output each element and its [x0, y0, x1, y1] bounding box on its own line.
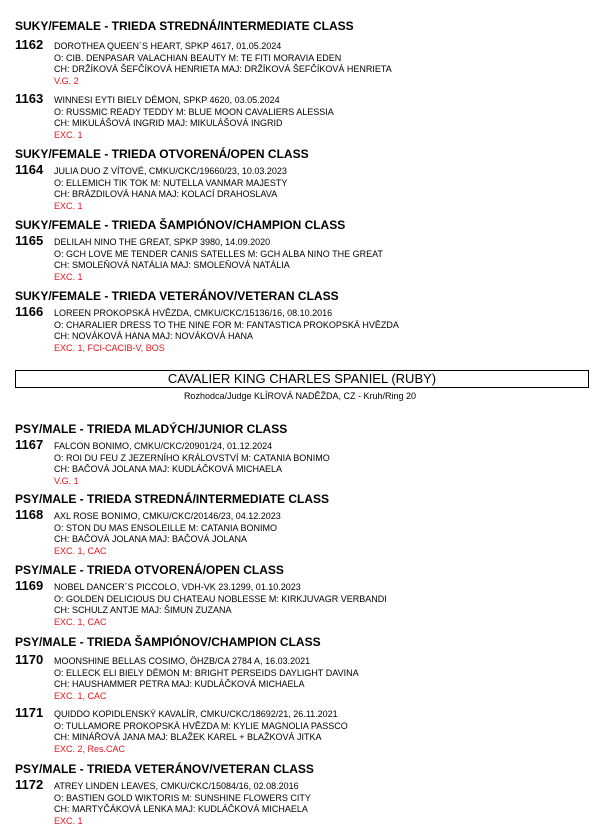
breeder-owner-line: CH: HAUSHAMMER PETRA MAJ: KUDLÁČKOVÁ MICHAELA	[54, 679, 305, 689]
breeder-owner-line: CH: SCHULZ ANTJE MAJ: ŠIMUN ZUZANA	[54, 605, 232, 615]
breeder-owner-line: CH: SMOLEŇOVÁ NATÁLIA MAJ: SMOLEŇOVÁ NATÁLIA	[54, 260, 290, 270]
class-heading: SUKY/FEMALE - TRIEDA OTVORENÁ/OPEN CLASS	[15, 147, 309, 161]
parents-line: O: ELLEMICH TIK TOK M: NUTELLA VANMAR MAJESTY	[54, 177, 288, 188]
breeder-owner-line: CH: MINÁŘOVÁ JANA MAJ: BLAŽEK KAREL + BLAŽKOVÁ JITKA	[54, 732, 322, 742]
parents-line: O: ELLECK ELI BIELY DÉMON M: BRIGHT PERSEIDS DAYLIGHT DAVINA	[54, 667, 359, 678]
catalog-number: 1170	[15, 652, 44, 667]
parents-line: O: CHARALIER DRESS TO THE NINE FOR M: FANTASTICA PROKOPSKÁ HVĚZDA	[54, 319, 399, 330]
award-line: V.G. 2	[54, 75, 79, 86]
award-line: EXC. 2, Res.CAC	[54, 743, 126, 754]
class-heading: PSY/MALE - TRIEDA OTVORENÁ/OPEN CLASS	[15, 563, 284, 577]
dog-name-line: QUIDDO KOPIDLENSKÝ KAVALÍR, CMKU/CKC/18692/21, 26.11.2021	[54, 709, 338, 719]
catalog-number: 1162	[15, 37, 44, 52]
award-line: EXC. 1	[54, 200, 83, 211]
breeder-owner-line: CH: BRÁZDILOVÁ HANA MAJ: KOLACÍ DRAHOSLAVA	[54, 189, 278, 199]
award-line: EXC. 1	[54, 129, 83, 140]
breeder-owner-line: CH: NOVÁKOVÁ HANA MAJ: NOVÁKOVÁ HANA	[54, 331, 254, 341]
catalog-number: 1169	[15, 578, 44, 593]
award-line: EXC. 1, CAC	[54, 545, 107, 556]
catalog-number: 1165	[15, 233, 44, 248]
parents-line: O: RUSSMIC READY TEDDY M: BLUE MOON CAVALIERS ALESSIA	[54, 106, 334, 117]
award-line: V.G. 1	[54, 475, 79, 486]
dog-name-line: FALCON BONIMO, CMKU/CKC/20901/24, 01.12.2024	[54, 441, 273, 451]
dog-name-line: MOONSHINE BELLAS COSIMO, ÖHZB/CA 2784 A, 16.03.2021	[54, 656, 311, 666]
award-line: EXC. 1	[54, 271, 83, 282]
parents-line: O: ROI DU FEU Z JEZERNÍHO KRÁLOVSTVÍ M: CATANIA BONIMO	[54, 452, 330, 463]
catalog-number: 1166	[15, 304, 44, 319]
judge-ring-line: Rozhodca/Judge KLÍROVÁ NADĚŽDA, CZ - Kruh/Ring 20	[183, 391, 417, 401]
breeder-owner-line: CH: BAČOVÁ JOLANA MAJ: KUDLÁČKOVÁ MICHAELA	[54, 464, 283, 474]
class-heading: SUKY/FEMALE - TRIEDA STREDNÁ/INTERMEDIATE CLASS	[15, 19, 354, 33]
dog-name-line: AXL ROSE BONIMO, CMKU/CKC/20146/23, 04.12.2023	[54, 511, 281, 521]
dog-name-line: DOROTHEA QUEEN´S HEART, SPKP 4617, 01.05.2024	[54, 41, 282, 51]
class-heading: SUKY/FEMALE - TRIEDA VETERÁNOV/VETERAN CLASS	[15, 289, 339, 303]
breeder-owner-line: CH: MIKULÁŠOVÁ INGRID MAJ: MIKULÁŠOVÁ INGRID	[54, 118, 283, 128]
catalog-number: 1164	[15, 162, 44, 177]
class-heading: PSY/MALE - TRIEDA ŠAMPIÓNOV/CHAMPION CLASS	[15, 635, 321, 649]
parents-line: O: GCH LOVE ME TENDER CANIS SATELLES M: GCH ALBA NINO THE GREAT	[54, 248, 383, 259]
class-heading: PSY/MALE - TRIEDA STREDNÁ/INTERMEDIATE CLASS	[15, 492, 330, 506]
parents-line: O: GOLDEN DELICIOUS DU CHATEAU NOBLESSE M: KIRKJUVAGR VERBANDI	[54, 593, 387, 604]
parents-line: O: CIB. DENPASAR VALACHIAN BEAUTY M: TE FITI MORAVIA EDEN	[54, 52, 342, 63]
award-line: EXC. 1, CAC	[54, 690, 107, 701]
breeder-owner-line: CH: BAČOVÁ JOLANA MAJ: BAČOVÁ JOLANA	[54, 534, 248, 544]
dog-name-line: JULIA DUO Z VÍTOVÉ, CMKU/CKC/19660/23, 10.03.2023	[54, 166, 287, 176]
breeder-owner-line: CH: MARTYČÁKOVÁ LENKA MAJ: KUDLÁČKOVÁ MICHAELA	[54, 804, 308, 814]
catalog-number: 1163	[15, 91, 44, 106]
catalog-number: 1167	[15, 437, 44, 452]
award-line: EXC. 1, CAC	[54, 616, 107, 627]
parents-line: O: STON DU MAS ENSOLEILLE M: CATANIA BONIMO	[54, 522, 278, 533]
class-heading: PSY/MALE - TRIEDA VETERÁNOV/VETERAN CLASS	[15, 762, 314, 776]
catalog-number: 1168	[15, 507, 44, 522]
dog-name-line: NOBEL DANCER´S PICCOLO, VDH-VK 23.1299, 01.10.2023	[54, 582, 301, 592]
catalog-number: 1171	[15, 705, 44, 720]
class-heading: PSY/MALE - TRIEDA MLADÝCH/JUNIOR CLASS	[15, 422, 288, 436]
parents-line: O: BASTIEN GOLD WIKTORIS M: SUNSHINE FLOWERS CITY	[54, 792, 311, 803]
award-line: EXC. 1	[54, 815, 83, 826]
dog-name-line: LOREEN PROKOPSKÁ HVĚZDA, CMKU/CKC/15136/16, 08.10.2016	[54, 308, 333, 318]
catalog-number: 1172	[15, 777, 44, 792]
breed-title-box: CAVALIER KING CHARLES SPANIEL (RUBY)	[15, 370, 589, 388]
dog-name-line: ATREY LINDEN LEAVES, CMKU/CKC/15084/16, 02.08.2016	[54, 781, 299, 791]
dog-name-line: WINNESI EYTI BIELY DÉMON, SPKP 4620, 03.05.2024	[54, 95, 280, 105]
class-heading: SUKY/FEMALE - TRIEDA ŠAMPIÓNOV/CHAMPION CLASS	[15, 218, 346, 232]
dog-name-line: DELILAH NINO THE GREAT, SPKP 3980, 14.09.2020	[54, 237, 271, 247]
award-line: EXC. 1, FCI-CACIB-V, BOS	[54, 342, 165, 353]
parents-line: O: TULLAMORE PROKOPSKÁ HVĚZDA M: KYLIE MAGNOLIA PASSCO	[54, 720, 348, 731]
breeder-owner-line: CH: DRŽÍKOVÁ ŠEFČÍKOVÁ HENRIETA MAJ: DRŽÍKOVÁ ŠEFČÍKOVÁ HENRIETA	[54, 64, 392, 74]
